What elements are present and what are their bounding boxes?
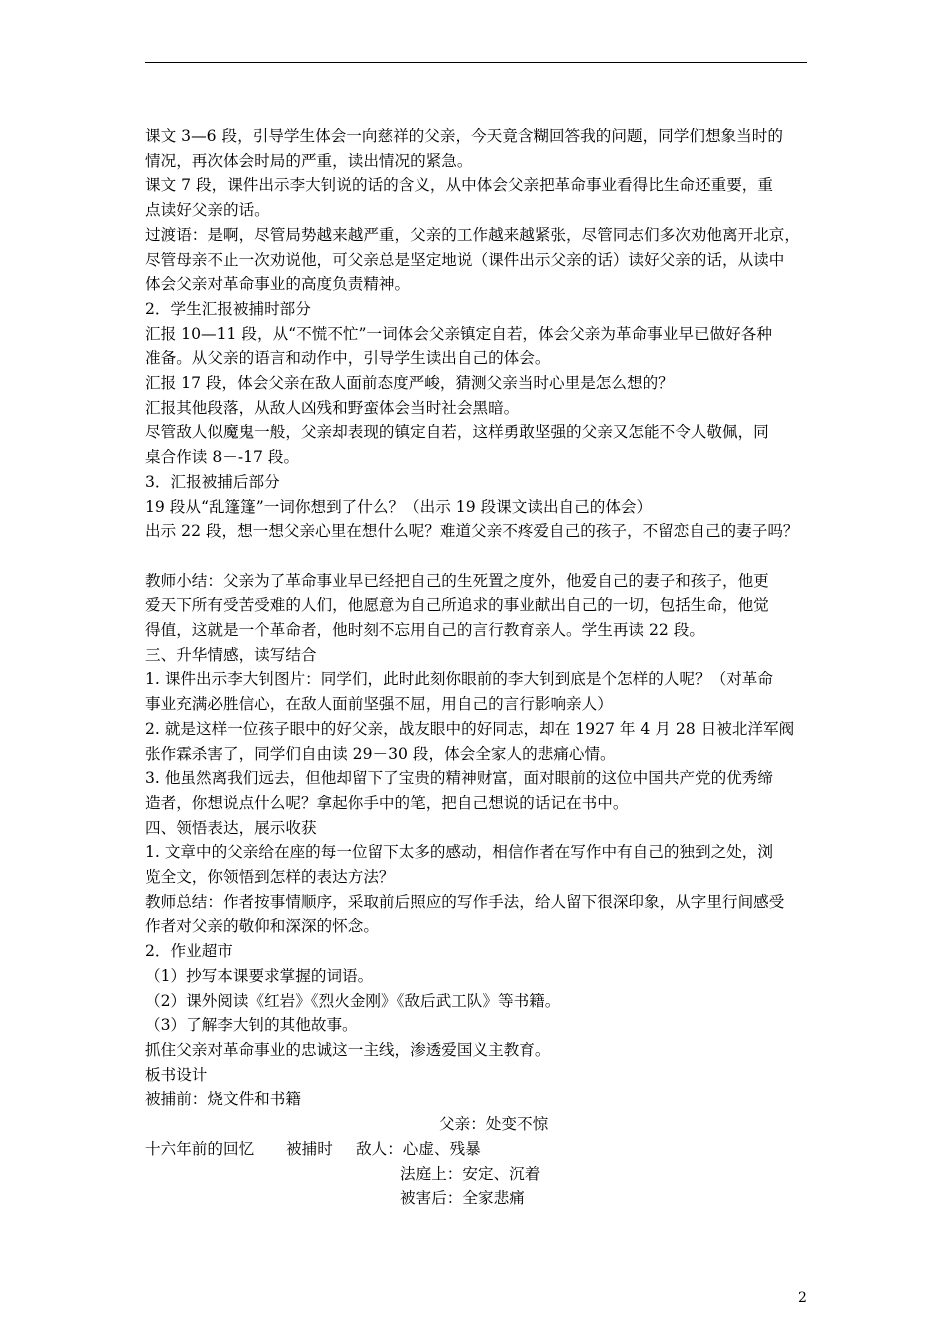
text-line: （1）抄写本课要求掌握的词语。 <box>145 966 374 985</box>
text-line: 作者对父亲的敬仰和深深的怀念。 <box>145 917 379 936</box>
text-line: 桌合作读 8－-17 段。 <box>145 448 300 467</box>
text-line: 3. 他虽然离我们远去，但他却留下了宝贵的精神财富，面对眼前的这位中国共产党的优秀缔 <box>145 769 773 788</box>
text-line: （3）了解李大钊的其他故事。 <box>145 1016 358 1035</box>
text-line: 教师总结：作者按事情顺序，采取前后照应的写作手法，给人留下很深印象，从字里行间感受 <box>145 892 785 911</box>
text-line: 汇报 17 段，体会父亲在敌人面前态度严峻，猜测父亲当时心里是怎么想的？ <box>145 374 674 393</box>
board-memory: 十六年前的回忆 <box>145 1139 255 1158</box>
text-line: 张作霖杀害了，同学们自由读 29－30 段，体会全家人的悲痛心情。 <box>145 744 616 763</box>
text-line: 课文 3—6 段，引导学生体会一向慈祥的父亲，今天竟含糊回答我的问题，同学们想象当时的 <box>145 127 783 145</box>
text-line: 被捕前：烧文件和书籍 <box>145 1090 301 1109</box>
board-court: 法庭上：安定、沉着 <box>400 1164 541 1183</box>
text-line: （2）课外阅读《红岩》《烈火金刚》《敌后武工队》等书籍。 <box>145 991 561 1010</box>
section-heading: 四、领悟表达，展示收获 <box>145 818 317 837</box>
text-line: 点读好父亲的话。 <box>145 201 270 220</box>
text-line: 情况，再次体会时局的严重，读出情况的紧急。 <box>145 151 473 170</box>
page-number: 2 <box>798 1290 807 1306</box>
board-enemy: 敌人：心虚、残暴 <box>356 1139 481 1158</box>
text-line: 2. 就是这样一位孩子眼中的好父亲，战友眼中的好同志，却在 1927 年 4 月 28 日被北洋军阀 <box>145 719 795 738</box>
blackboard-design <box>145 1112 825 1235</box>
section-heading: 三、升华情感，读写结合 <box>145 645 317 664</box>
board-arrest: 被捕时 <box>286 1139 333 1158</box>
text-line: 1. 文章中的父亲给在座的每一位留下太多的感动，相信作者在写作中有自己的独到之处，浏 <box>145 843 773 862</box>
text-line: 尽管母亲不止一次劝说他，可父亲总是坚定地说（课件出示父亲的话）读好父亲的话，从读中 <box>145 250 785 269</box>
text-line: 造者，你想说点什么呢？拿起你手中的笔，把自己想说的话记在书中。 <box>145 793 629 812</box>
text-line: 抓住父亲对革命事业的忠诚这一主线，渗透爱国义主教育。 <box>145 1041 551 1059</box>
document-body <box>145 124 825 1235</box>
text-line: 汇报 10—11 段，从“不慌不忙”一词体会父亲镇定自若，体会父亲为革命事业早已做好各种 <box>145 324 772 343</box>
text-line: 得值，这就是一个革命者，他时刻不忘用自己的言行教育亲人。学生再读 22 段。 <box>145 621 705 640</box>
text-line: 汇报其他段落，从敌人凶残和野蛮体会当时社会黑暗。 <box>145 398 520 417</box>
text-line: 课文 7 段，课件出示李大钊说的话的含义，从中体会父亲把革命事业看得比生命还重要，重 <box>145 176 773 195</box>
section-heading: 板书设计 <box>145 1065 208 1084</box>
text-line: 19 段从“乱篷篷”一词你想到了什么？（出示 19 段课文读出自己的体会） <box>145 497 653 516</box>
text-line: 准备。从父亲的语言和动作中，引导学生读出自己的体会。 <box>145 349 551 368</box>
header-rule <box>145 62 807 63</box>
text-line: 过渡语：是啊，尽管局势越来越严重，父亲的工作越来越紧张，尽管同志们多次劝他离开北京， <box>145 225 800 244</box>
text-line: 体会父亲对革命事业的高度负责精神。 <box>145 275 411 294</box>
text-line: 爱天下所有受苦受难的人们，他愿意为自己所追求的事业献出自己的一切，包括生命，他觉 <box>145 596 769 615</box>
text-line: 尽管敌人似魔鬼一般，父亲却表现的镇定自若，这样勇敢坚强的父亲又怎能不令人敬佩，同 <box>145 423 769 442</box>
section-heading: 2．学生汇报被捕时部分 <box>145 299 311 318</box>
section-heading: 2．作业超市 <box>145 942 233 961</box>
board-after: 被害后：全家悲痛 <box>400 1189 525 1208</box>
blank-line <box>145 544 825 569</box>
section-heading: 3．汇报被捕后部分 <box>145 472 280 491</box>
board-father: 父亲：处变不惊 <box>439 1115 549 1134</box>
text-line: 览全文，你领悟到怎样的表达方法？ <box>145 868 395 887</box>
text-line: 教师小结：父亲为了革命事业早已经把自己的生死置之度外，他爱自己的妻子和孩子，他更 <box>145 571 769 590</box>
text-line: 出示 22 段，想一想父亲心里在想什么呢？难道父亲不疼爱自己的孩子，不留恋自己的妻子吗？ <box>145 522 799 541</box>
text-line: 事业充满必胜信心，在敌人面前坚强不屈，用自己的言行影响亲人） <box>145 695 613 714</box>
text-line: 1. 课件出示李大钊图片：同学们，此时此刻你眼前的李大钊到底是个怎样的人呢？（对革命 <box>145 670 773 689</box>
